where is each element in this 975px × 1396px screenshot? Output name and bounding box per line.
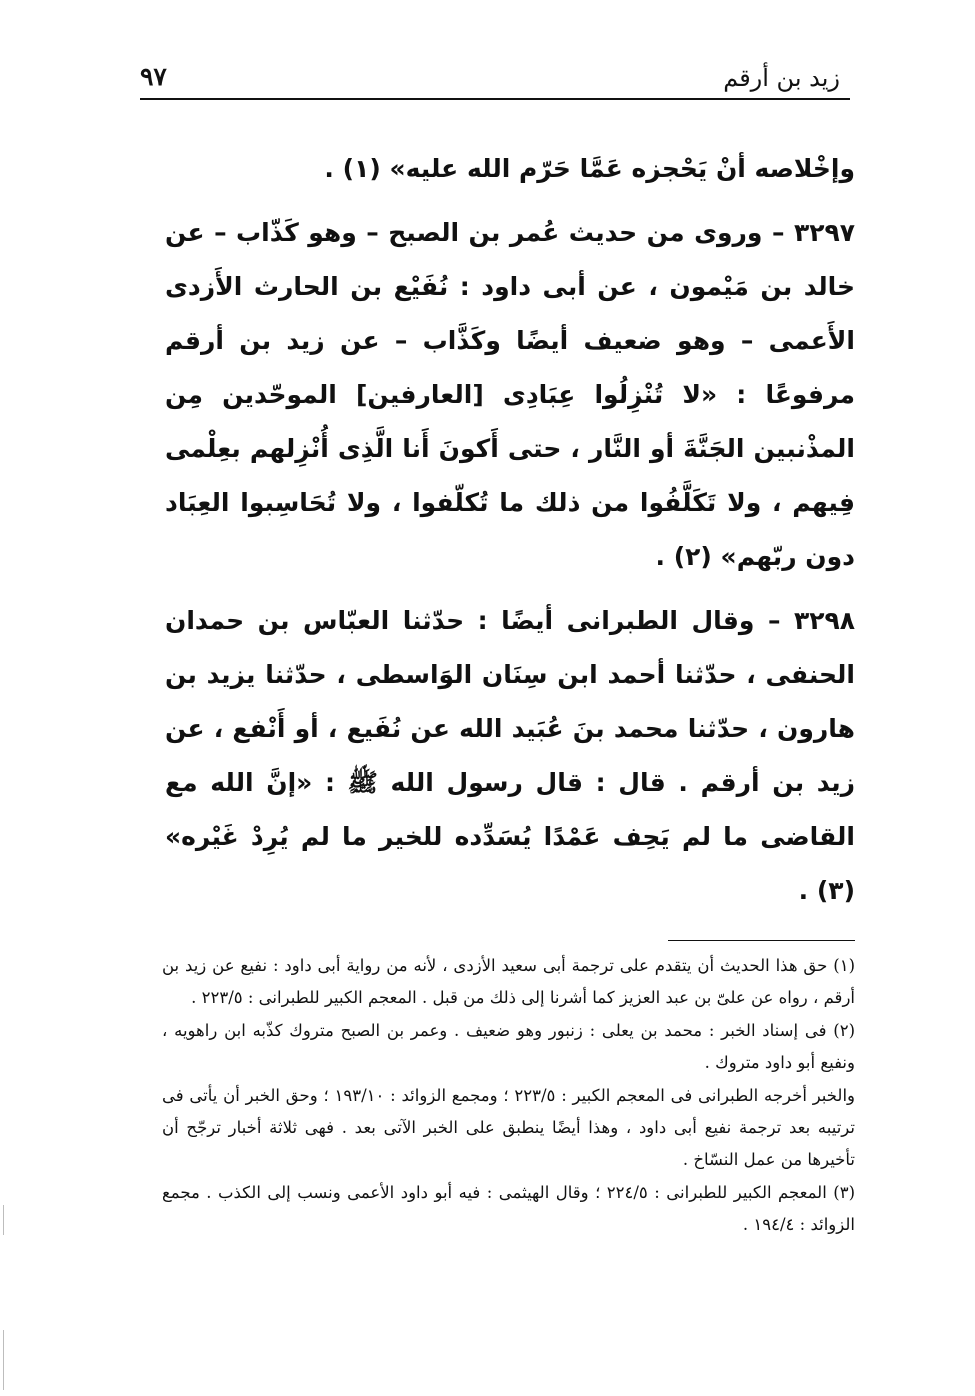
running-head — [140, 62, 850, 102]
footnote-2: (٢) فى إسناد الخبر : محمد بن يعلى : زنبور وهو ضعيف . وعمر بن الصبح متروك كذّبه ابن راهويه ، ونفيع أبو داود متروك . — [162, 1021, 855, 1072]
footnote-2-continued: والخبر أخرجه الطبرانى فى المعجم الكبير : ٢٢٣/٥ ؛ ومجمع الزوائد : ١٩٣/١٠ ؛ وحق الخبر أن يأتى فى ترتيبه بعد ترجمة نفيع أبى داود ، وهذا أيضًا ينطبق على الخبر الآتى بعد . فهى ثلاثة أخبار ترجّح أن تأخيرها من عمل النسّاخ . — [162, 1086, 856, 1169]
running-title: زيد بن أرقم — [723, 64, 840, 92]
footnotes — [162, 950, 855, 1242]
footnote-1: (١) حق هذا الحديث أن يتقدم على ترجمة أبى سعيد الأزدى ، لأنه من رواية أبى داود : نفيع عن زيد بن أرقم ، رواه عن علىّ بن عبد العزيز كما أشرنا إلى ذلك من قبل . المعجم الكبير للطبرانى : ٢٢٣/٥ . — [162, 956, 855, 1007]
header-rule — [140, 98, 850, 100]
paragraph-3297: ٣٢٩٧ – وروى من حديث عُمر بن الصبح – وهو كَذّاب – عن خالد بن مَيْمون ، عن أبى داود : نُفَيْع بن الحارث الأَزدى الأَعمى – وهو ضعيف أيضًا وكَذَّاب – عن زيد بن أرقم مرفوعًا : «لا تُنْزِلُوا عِبَادِى [العارفين] الموحّدين مِن المذْنبين الجَنَّةَ أو النَّار ، حتى أَكونَ أَنا الَّذِى أُنْزِلهم بعِلْمى فِيهم ، ولا تَكَلَّفُوا من ذلك ما تُكلّفوا ، ولا تُحَاسِبوا العِبَاد دون ربّهم» (٢) . — [165, 218, 855, 571]
footnote-rule — [668, 940, 855, 941]
scan-edge-mark — [3, 1330, 4, 1390]
page-number: ٩٧ — [140, 62, 167, 91]
paragraph-continuation: وإخْلاصه أنْ يَحْجزه عَمَّا حَرّم الله عليه» (١) . — [324, 154, 855, 183]
footnote-3: (٣) المعجم الكبير للطبرانى : ٢٢٤/٥ ؛ وقال الهيثمى : فيه أبو داود الأعمى ونسب إلى الكذب . مجمع الزوائد : ١٩٤/٤ . — [162, 1183, 855, 1234]
scan-edge-mark — [3, 1205, 4, 1235]
paragraph-3298: ٣٢٩٨ – وقال الطبرانى أيضًا : حدّثنا العبّاس بن حمدان الحنفى ، حدّثنا أحمد ابن سِنَان الوَاسطى ، حدّثنا يزيد بن هارون ، حدّثنا محمد بنَ عُبَيد الله عن نُفَيع ، أو أَنْفع ، عن زيد بن أرقم . قال : قال رسول الله ﷺ : «إنَّ الله مع القاضى ما لم يَحِف عَمْدًا يُسَدِّده للخير ما لم يُرِدْ غَيْره» (٣) . — [165, 606, 855, 905]
main-text — [165, 142, 855, 928]
